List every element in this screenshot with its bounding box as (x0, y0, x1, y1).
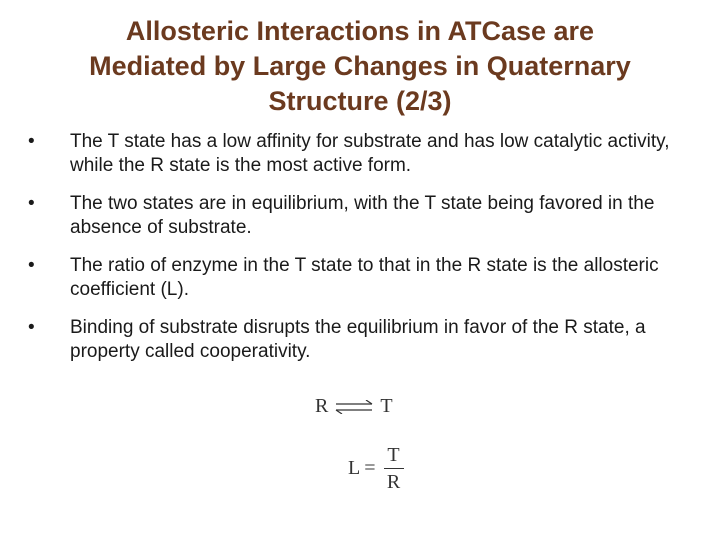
equilibrium-right: T (380, 395, 393, 417)
title-line-1: Allosteric Interactions in ATCase are (125, 16, 595, 46)
bullet-item (28, 192, 688, 240)
fraction-numerator: T (387, 444, 400, 466)
fraction-denominator: R (386, 471, 401, 493)
bullet-list (28, 130, 688, 378)
coefficient-lhs: L (348, 457, 361, 479)
title-line-3: Structure (2/3) (268, 86, 452, 116)
bullet-text: The two states are in equilibrium, with the T state being favored in the absence of substrate. (70, 193, 655, 238)
bullet-text: Binding of substrate disrupts the equilibrium in favor of the R state, a property called cooperativity. (70, 317, 646, 362)
bullet-item (28, 130, 688, 178)
equilibrium-equation (315, 395, 393, 418)
bullet-marker: • (28, 317, 35, 338)
equilibrium-arrows-icon (332, 400, 376, 414)
bullet-marker: • (28, 255, 35, 276)
equilibrium-left: R (315, 395, 329, 417)
bullet-item (28, 316, 688, 364)
bullet-text: The T state has a low affinity for substrate and has low catalytic activity, while the R state is the most active form. (70, 131, 670, 176)
bullet-text: The ratio of enzyme in the T state to that in the R state is the allosteric coefficient (L). (70, 255, 659, 300)
fraction-bar (384, 468, 404, 469)
bullet-marker: • (28, 131, 35, 152)
slide-title (20, 14, 700, 119)
allosteric-coefficient-equation (348, 444, 404, 493)
bullet-marker: • (28, 193, 35, 214)
coefficient-fraction (384, 444, 404, 493)
coefficient-equals: = (364, 457, 376, 479)
title-line-2: Mediated by Large Changes in Quaternary (89, 51, 631, 81)
bullet-item (28, 254, 688, 302)
